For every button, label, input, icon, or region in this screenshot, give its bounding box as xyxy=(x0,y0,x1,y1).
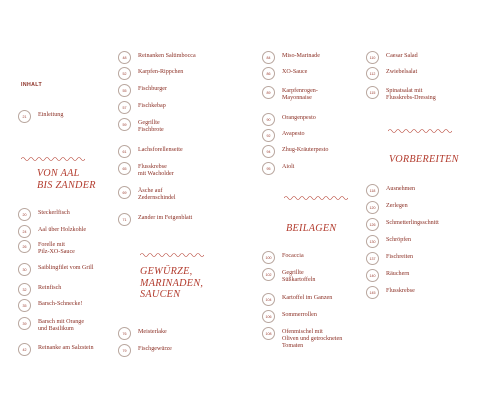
toc-column-2 xyxy=(118,0,248,400)
toc-entry[interactable] xyxy=(118,118,164,134)
toc-entry-label: Barsch mit Orange und Basilikum xyxy=(38,319,85,333)
toc-entry[interactable] xyxy=(366,51,418,64)
page-number-badge: 112 xyxy=(366,67,379,80)
page-number-badge: 115 xyxy=(366,86,379,99)
toc-entry-label: Orangenpesto xyxy=(282,115,316,121)
page-number-badge: 145 xyxy=(366,286,379,299)
toc-entry[interactable] xyxy=(366,201,408,214)
toc-entry[interactable] xyxy=(262,86,318,102)
toc-entry[interactable] xyxy=(262,293,332,306)
toc-entry[interactable] xyxy=(366,86,436,102)
toc-entry-label: Kartoffel im Ganzen xyxy=(282,295,333,301)
toc-entry-label: Karpfenrogen- Mayonnaise xyxy=(282,88,318,102)
toc-entry[interactable] xyxy=(262,113,316,126)
section-divider xyxy=(284,195,348,201)
toc-entry-label: Räuchern xyxy=(386,271,410,277)
toc-column-1 xyxy=(18,0,118,400)
toc-entry[interactable] xyxy=(262,67,307,80)
page-number-badge: 118 xyxy=(366,184,379,197)
toc-entry-label: Lachsforellenseite xyxy=(138,147,183,153)
page-number-badge: 106 xyxy=(262,310,275,323)
toc-entry[interactable] xyxy=(262,251,304,264)
page-number-badge: 110 xyxy=(366,51,379,64)
toc-entry-label: Schmetterlingsschnitt xyxy=(386,220,439,226)
toc-entry-label: Focaccia xyxy=(282,253,304,259)
section-heading-gewuerze: GEWÜRZE, MARINADEN, SAUCEN xyxy=(140,266,204,300)
page-number-badge: 104 xyxy=(262,293,275,306)
page-number-badge: 61 xyxy=(118,145,131,158)
toc-entry[interactable] xyxy=(18,110,63,123)
page-number-badge: 32 xyxy=(18,283,31,296)
toc-entry-label: Schröpfen xyxy=(386,237,412,243)
page-number-badge: 76 xyxy=(118,327,131,340)
toc-entry[interactable] xyxy=(18,225,86,238)
toc-entry[interactable] xyxy=(262,268,315,284)
toc-entry-label: Flusskrebse mit Wacholder xyxy=(138,164,174,178)
toc-entry-label: Sommerrollen xyxy=(282,312,317,318)
toc-entry-label: Zander im Feigenblatt xyxy=(138,215,193,221)
page-number-badge: 48 xyxy=(118,51,131,64)
page-number-badge: 126 xyxy=(366,218,379,231)
toc-entry-label: Reinanken Saltimbocca xyxy=(138,53,196,59)
toc-entry-label: Äsche auf Zedernschindel xyxy=(138,188,176,202)
toc-entry[interactable] xyxy=(118,186,176,202)
toc-column-4 xyxy=(366,0,480,400)
page-number-badge: 90 xyxy=(262,113,275,126)
toc-entry[interactable] xyxy=(262,327,342,351)
section-divider xyxy=(140,252,204,258)
page-number-badge: 35 xyxy=(18,299,31,312)
toc-entry[interactable] xyxy=(366,286,415,299)
page-number-badge: 24 xyxy=(18,225,31,238)
page-number-badge: 65 xyxy=(118,162,131,175)
toc-entry[interactable] xyxy=(262,310,317,323)
toc-entry[interactable] xyxy=(366,184,415,197)
toc-entry[interactable] xyxy=(18,208,70,221)
toc-entry-label: Fischgewürze xyxy=(138,346,172,352)
toc-entry[interactable] xyxy=(262,129,305,142)
toc-entry[interactable] xyxy=(18,317,84,333)
toc-entry-label: Flusskrebse xyxy=(386,288,415,294)
page-number-badge: 102 xyxy=(262,268,275,281)
page-number-badge: 30 xyxy=(18,263,31,276)
toc-entry[interactable] xyxy=(18,299,82,312)
toc-entry[interactable] xyxy=(18,240,75,256)
toc-entry[interactable] xyxy=(262,51,320,64)
toc-entry[interactable] xyxy=(118,101,166,114)
toc-entry[interactable] xyxy=(18,263,94,276)
page-number-badge: 84 xyxy=(262,51,275,64)
toc-entry[interactable] xyxy=(366,67,417,80)
page-number-badge: 39 xyxy=(18,317,31,330)
toc-entry-label: Meisterlake xyxy=(138,329,167,335)
page-number-badge: 120 xyxy=(366,201,379,214)
toc-entry[interactable] xyxy=(118,213,192,226)
toc-entry-label: Caesar Salad xyxy=(386,53,418,59)
toc-entry[interactable] xyxy=(366,218,439,231)
page-number-badge: 95 xyxy=(262,162,275,175)
page-number-badge: 42 xyxy=(18,343,31,356)
toc-entry-label: Spinatsalat mit Flusskrebs-Dressing xyxy=(386,88,436,102)
page-number-badge: 52 xyxy=(118,67,131,80)
toc-entry-label: XO-Sauce xyxy=(282,69,308,75)
toc-entry[interactable] xyxy=(18,283,61,296)
toc-entry-label: Forelle mit Pilz-XO-Sauce xyxy=(38,242,75,256)
toc-entry[interactable] xyxy=(18,343,94,356)
toc-entry[interactable] xyxy=(262,162,295,175)
section-heading-von-aal: VON AAL BIS ZANDER xyxy=(37,168,96,191)
toc-entry-label: Reinfisch xyxy=(38,285,62,291)
toc-entry-label: Gegrillte Fischbrote xyxy=(138,120,164,134)
toc-entry[interactable] xyxy=(366,269,409,282)
toc-entry-label: Fischreiten xyxy=(386,254,414,260)
toc-entry[interactable] xyxy=(366,235,411,248)
toc-entry[interactable] xyxy=(262,145,328,158)
toc-entry-label: Karpfen-Rippchen xyxy=(138,69,184,75)
page-number-badge: 55 xyxy=(118,84,131,97)
toc-entry[interactable] xyxy=(118,327,167,340)
toc-entry-label: Miso-Marinade xyxy=(282,53,320,59)
page-number-badge: 94 xyxy=(262,145,275,158)
toc-entry[interactable] xyxy=(118,162,174,178)
toc-entry-label: Aal über Holzkohle xyxy=(38,227,87,233)
toc-entry-label: Steckerlfisch xyxy=(38,210,70,216)
toc-entry-label: Zhug-Kräuterpesto xyxy=(282,147,329,153)
toc-entry-label: Aioli xyxy=(282,164,295,170)
toc-entry-label: Zerlegen xyxy=(386,203,408,209)
page-number-badge: 100 xyxy=(262,251,275,264)
page-number-badge: 20 xyxy=(18,208,31,221)
section-divider xyxy=(21,156,85,162)
page-number-badge: 140 xyxy=(366,269,379,282)
toc-entry-label: Saiblingfilet vom Grill xyxy=(38,265,94,271)
toc-entry-label: Fischburger xyxy=(138,86,167,92)
page-number-badge: 57 xyxy=(118,101,131,114)
section-heading-vorbereiten: VORBEREITEN xyxy=(389,154,459,165)
toc-entry[interactable] xyxy=(366,252,413,265)
toc-entry-label: Barsch-Schnecke! xyxy=(38,301,83,307)
page-number-badge: 130 xyxy=(366,235,379,248)
toc-entry-label: Reinanke am Salzstein xyxy=(38,345,94,351)
page-number-badge: 137 xyxy=(366,252,379,265)
toc-entry[interactable] xyxy=(118,51,196,64)
page-number-badge: 92 xyxy=(262,129,275,142)
toc-entry[interactable] xyxy=(118,67,183,80)
page-number-badge: 59 xyxy=(118,118,131,131)
toc-entry-label: Einleitung xyxy=(38,112,64,118)
toc-entry[interactable] xyxy=(118,344,172,357)
page-number-badge: 26 xyxy=(18,240,31,253)
toc-entry-label: Ausnehmen xyxy=(386,186,416,192)
section-divider xyxy=(388,128,452,134)
toc-entry[interactable] xyxy=(118,84,167,97)
toc-entry-label: Gegrillte Süßkartoffeln xyxy=(282,270,316,284)
toc-entry-label: Zwiebelsalat xyxy=(386,69,418,75)
toc-entry-label: Fischkebap xyxy=(138,103,166,109)
page-number-badge: 71 xyxy=(118,213,131,226)
toc-title: INHALT xyxy=(21,82,43,88)
toc-entry[interactable] xyxy=(118,145,183,158)
page-number-badge: 108 xyxy=(262,327,275,340)
toc-entry-label: Ofenmischel mit Oliven und getrockneten Tomaten xyxy=(282,329,343,350)
page-number-badge: 89 xyxy=(262,86,275,99)
page-number-badge: 21 xyxy=(18,110,31,123)
page-number-badge: 69 xyxy=(118,186,131,199)
page-number-badge: 79 xyxy=(118,344,131,357)
page-number-badge: 86 xyxy=(262,67,275,80)
toc-entry-label: Avapesto xyxy=(282,131,305,137)
section-heading-beilagen: BEILAGEN xyxy=(286,223,337,234)
